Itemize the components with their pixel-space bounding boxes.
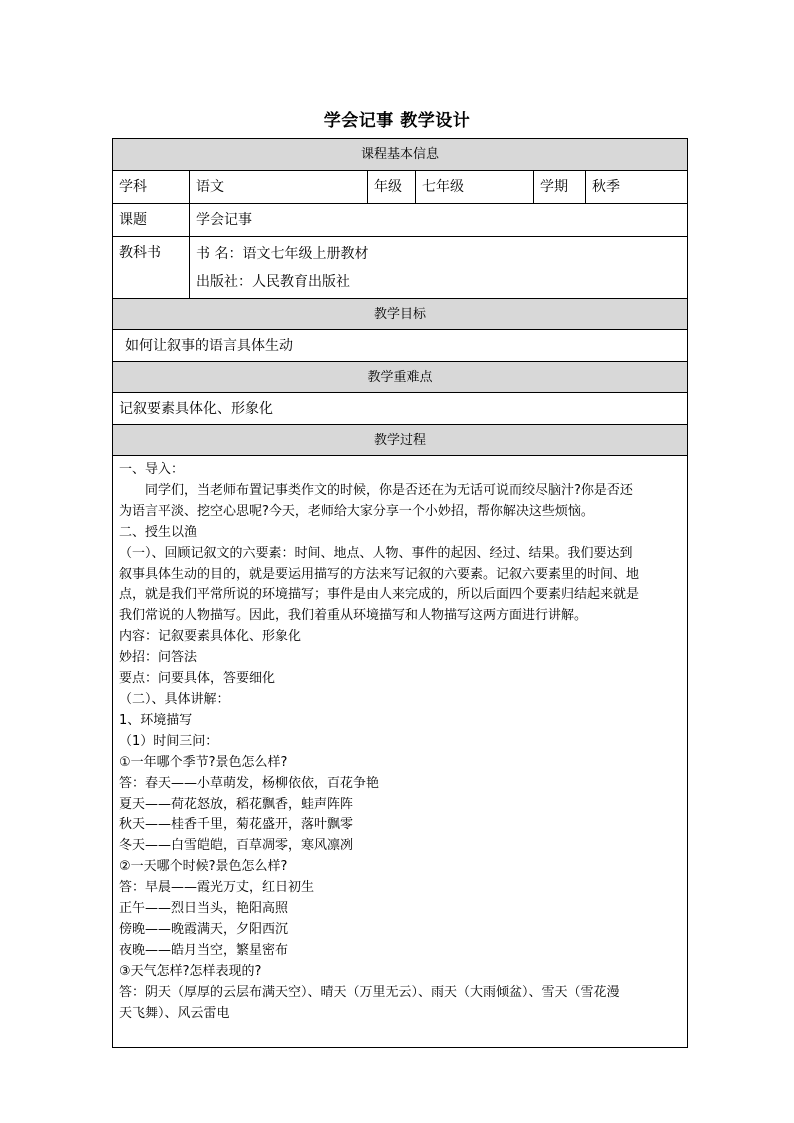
section-header-process: 教学过程	[113, 424, 687, 455]
process-line: 二、授生以渔	[119, 524, 198, 540]
process-line: ②一天哪个时候?景色怎么样?	[119, 859, 288, 875]
process-line: （二）、具体讲解：	[119, 691, 230, 707]
key-points-text: 记叙要素具体化、形象化	[113, 392, 687, 424]
process-line: 一、导入：	[119, 462, 185, 477]
objectives-text: 如何让叙事的语言具体生动	[113, 329, 687, 361]
row-topic	[113, 203, 687, 236]
row-subject-grade-term	[113, 170, 687, 203]
document-title: 学会记事 教学设计	[323, 111, 471, 131]
process-line: 夏天——荷花怒放，稻花飘香，蛙声阵阵	[119, 796, 354, 812]
process-line: 天飞舞）、风云雷电	[119, 1005, 230, 1021]
process-line: 内容：记叙要素具体化、形象化	[119, 629, 302, 645]
term-label: 学期	[533, 171, 585, 203]
topic-label: 课题	[119, 212, 147, 228]
process-line: 答：春天——小草萌发，杨柳依依，百花争艳	[119, 775, 380, 791]
process-line: 傍晚——晚霞满天，夕阳西沉	[119, 921, 289, 937]
process-line: 正午——烈日当头，艳阳高照	[119, 901, 289, 917]
process-line: 同学们，当老师布置记事类作文的时候，你是否还在为无话可说而绞尽脑汁?你是否还	[145, 482, 633, 498]
textbook-label: 教科书	[119, 245, 161, 261]
process-line: 妙招：问答法	[119, 650, 198, 666]
topic-value: 学会记事	[189, 204, 687, 236]
process-line: 1、环境描写	[119, 712, 193, 728]
process-line: 点，就是我们平常所说的环境描写；事件是由人来完成的，所以后面四个要素归结起来就是	[119, 587, 640, 603]
process-line: 我们常说的人物描写。因此，我们着重从环境描写和人物描写这两方面进行讲解。	[119, 608, 588, 624]
process-line: （1）时间三问：	[119, 733, 219, 749]
textbook-name: 书 名：语文七年级上册教材	[196, 246, 369, 262]
row-textbook	[113, 236, 687, 298]
process-line: ①一年哪个季节?景色怎么样?	[119, 754, 288, 770]
section-header-objectives: 教学目标	[113, 298, 687, 329]
process-line: 叙事具体生动的目的，就是要运用描写的方法来写记叙的六要素。记叙六要素里的时间、地	[119, 566, 640, 582]
section-header-key-points: 教学重难点	[113, 361, 687, 392]
subject-label: 学科	[119, 179, 147, 195]
process-line: 答：早晨——霞光万丈，红日初生	[119, 880, 315, 896]
process-line: （一）、回顾记叙文的六要素：时间、地点、人物、事件的起因、经过、结果。我们要达到	[119, 545, 633, 561]
textbook-details	[189, 237, 687, 298]
process-line: 答：阴天（厚厚的云层布满天空）、晴天（万里无云）、雨天（大雨倾盆）、雪天（雪花漫	[119, 984, 620, 1000]
grade-value: 七年级	[415, 171, 533, 203]
section-header-basic-info: 课程基本信息	[113, 139, 687, 170]
grade-label: 年级	[367, 171, 415, 203]
process-body	[113, 455, 687, 1047]
term-value: 秋季	[585, 171, 687, 203]
process-line: 冬天——白雪皑皑，百草凋零，寒风凛冽	[119, 838, 354, 854]
process-line: 夜晚——皓月当空，繁星密布	[119, 942, 289, 958]
process-line: ③天气怎样?怎样表现的?	[119, 963, 262, 979]
textbook-publisher: 出版社：人民教育出版社	[196, 274, 350, 290]
lesson-plan-table	[112, 138, 688, 1048]
process-line: 秋天——桂香千里，菊花盛开，落叶飘零	[119, 817, 354, 833]
subject-value: 语文	[189, 171, 367, 203]
process-line: 为语言平淡、挖空心思呢?今天，老师给大家分享一个小妙招，帮你解决这些烦恼。	[119, 503, 594, 519]
process-line: 要点：问要具体，答要细化	[119, 671, 276, 687]
